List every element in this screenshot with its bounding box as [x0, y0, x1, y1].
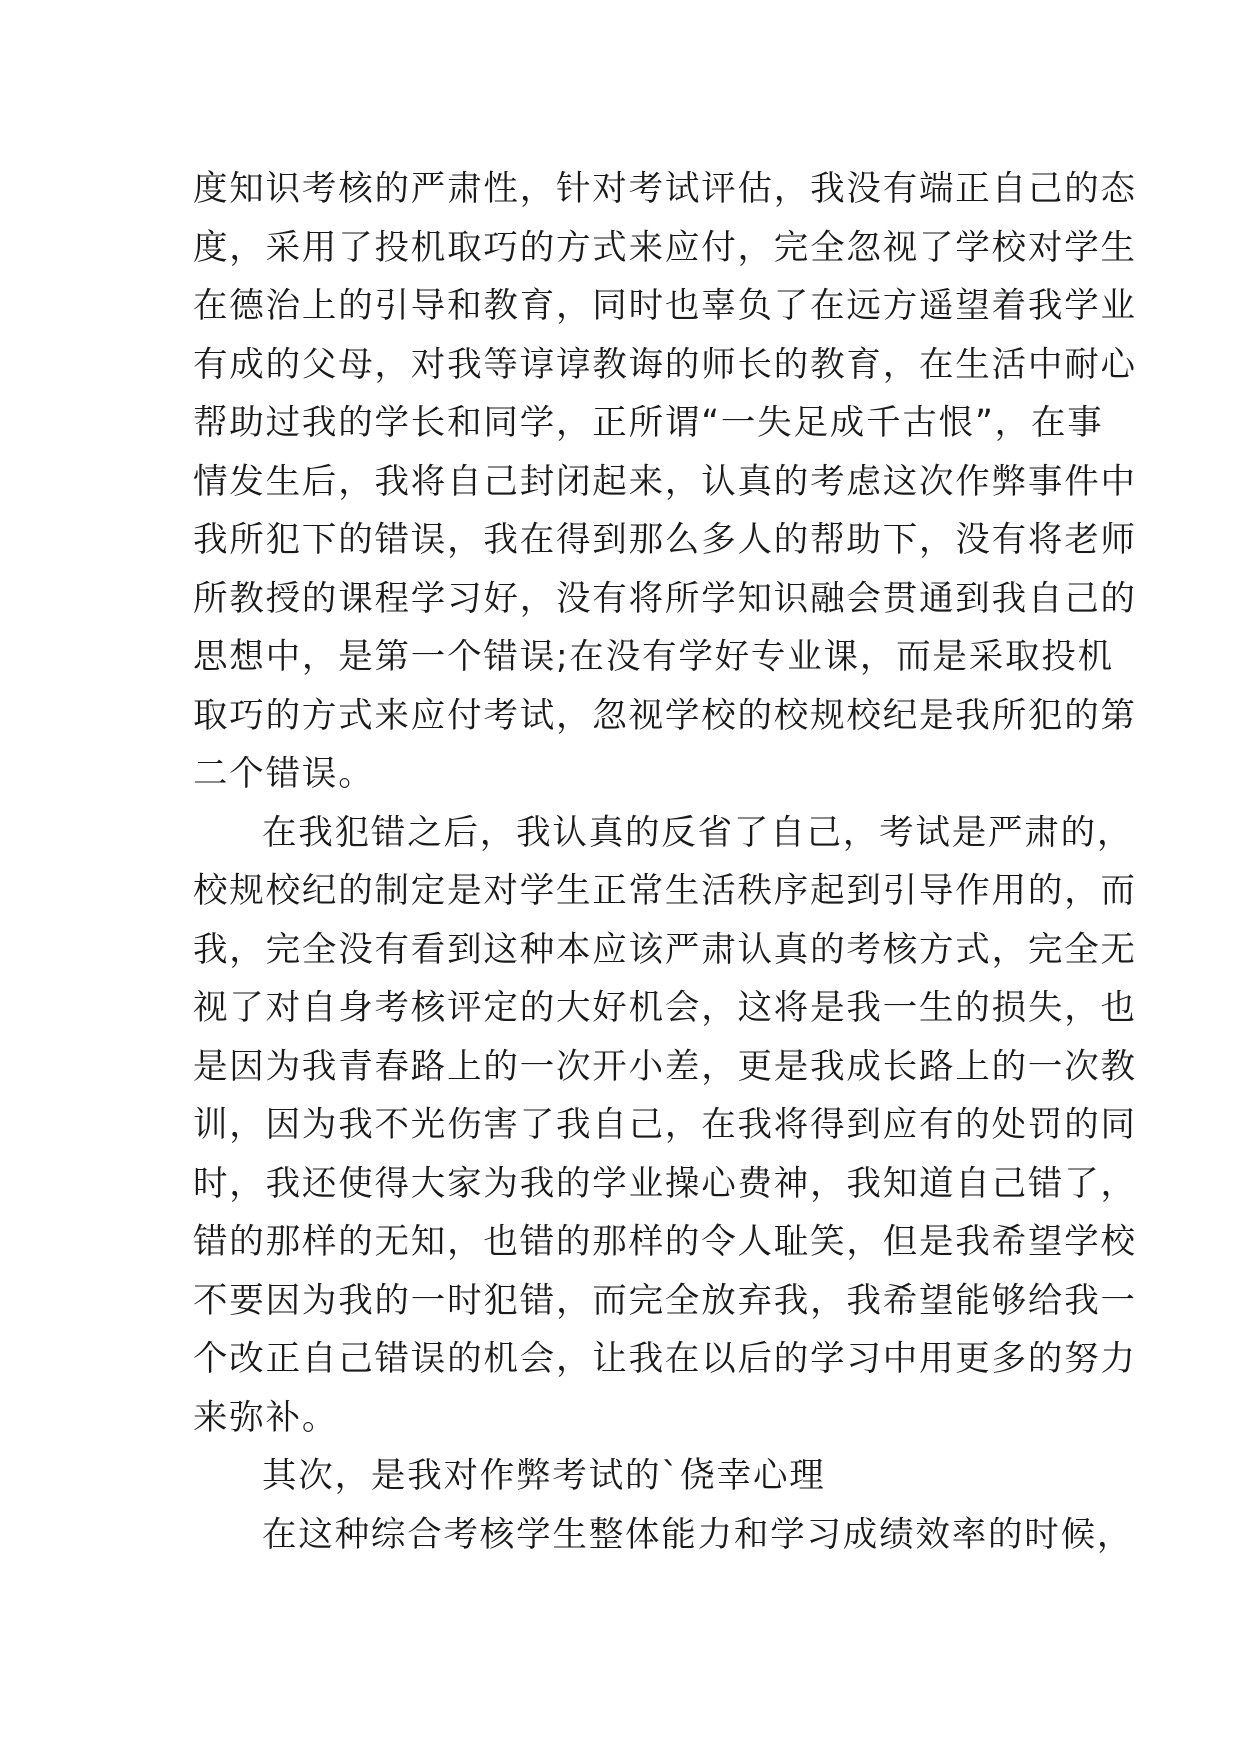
- text-line: 视了对自身考核评定的大好机会，这将是我一生的损失，也: [193, 988, 1137, 1028]
- text-line: 取巧的方式来应付考试，忽视学校的校规校纪是我所犯的第: [193, 695, 1137, 736]
- text-line: 所教授的课程学习好，没有将所学知识融会贯通到我自己的: [193, 578, 1137, 619]
- text-line: 思想中，是第一个错误;在没有学好专业课，而是采取投机: [193, 637, 1114, 677]
- text-line: 时，我还使得大家为我的学业操心费神，我知道自己错了，: [193, 1163, 1137, 1204]
- paragraph-start-line: 在这种综合考核学生整体能力和学习成绩效率的时候，: [262, 1514, 1134, 1555]
- body-text: [193, 160, 1137, 1564]
- text-line: 我所犯下的错误，我在得到那么多人的帮助下，没有将老师: [193, 520, 1137, 560]
- text-line: 在德治上的引导和教育，同时也辜负了在远方遥望着我学业: [193, 286, 1137, 326]
- text-line: 来弥补。: [193, 1397, 339, 1438]
- text-line: 有成的父母，对我等谆谆教诲的师长的教育，在生活中耐心: [193, 344, 1137, 385]
- text-line: 我，完全没有看到这种本应该严肃认真的考核方式，完全无: [193, 929, 1137, 970]
- text-line: 度，采用了投机取巧的方式来应付，完全忽视了学校对学生: [193, 227, 1137, 268]
- text-line: 帮助过我的学长和同学，正所谓“一失足成千古恨”，在事: [193, 403, 1104, 443]
- section-heading-line: 其次，是我对作弊考试的`侥幸心理: [262, 1456, 826, 1496]
- paragraph-start-line: 在我犯错之后，我认真的反省了自己，考试是严肃的，: [262, 812, 1134, 853]
- text-line: 不要因为我的一时犯错，而完全放弃我，我希望能够给我一: [193, 1280, 1137, 1321]
- text-line: 个改正自己错误的机会，让我在以后的学习中用更多的努力: [193, 1339, 1137, 1379]
- text-line: 错的那样的无知，也错的那样的令人耻笑，但是我希望学校: [193, 1222, 1137, 1262]
- text-line: 二个错误。: [193, 754, 375, 794]
- text-line: 度知识考核的严肃性，针对考试评估，我没有端正自己的态: [193, 169, 1137, 209]
- text-line: 校规校纪的制定是对学生正常生活秩序起到引导作用的，而: [193, 871, 1137, 911]
- text-line: 训，因为我不光伤害了我自己，在我将得到应有的处罚的同: [193, 1105, 1137, 1145]
- text-line: 情发生后，我将自己封闭起来，认真的考虑这次作弊事件中: [193, 461, 1137, 502]
- text-line: 是因为我青春路上的一次开小差，更是我成长路上的一次教: [193, 1046, 1137, 1087]
